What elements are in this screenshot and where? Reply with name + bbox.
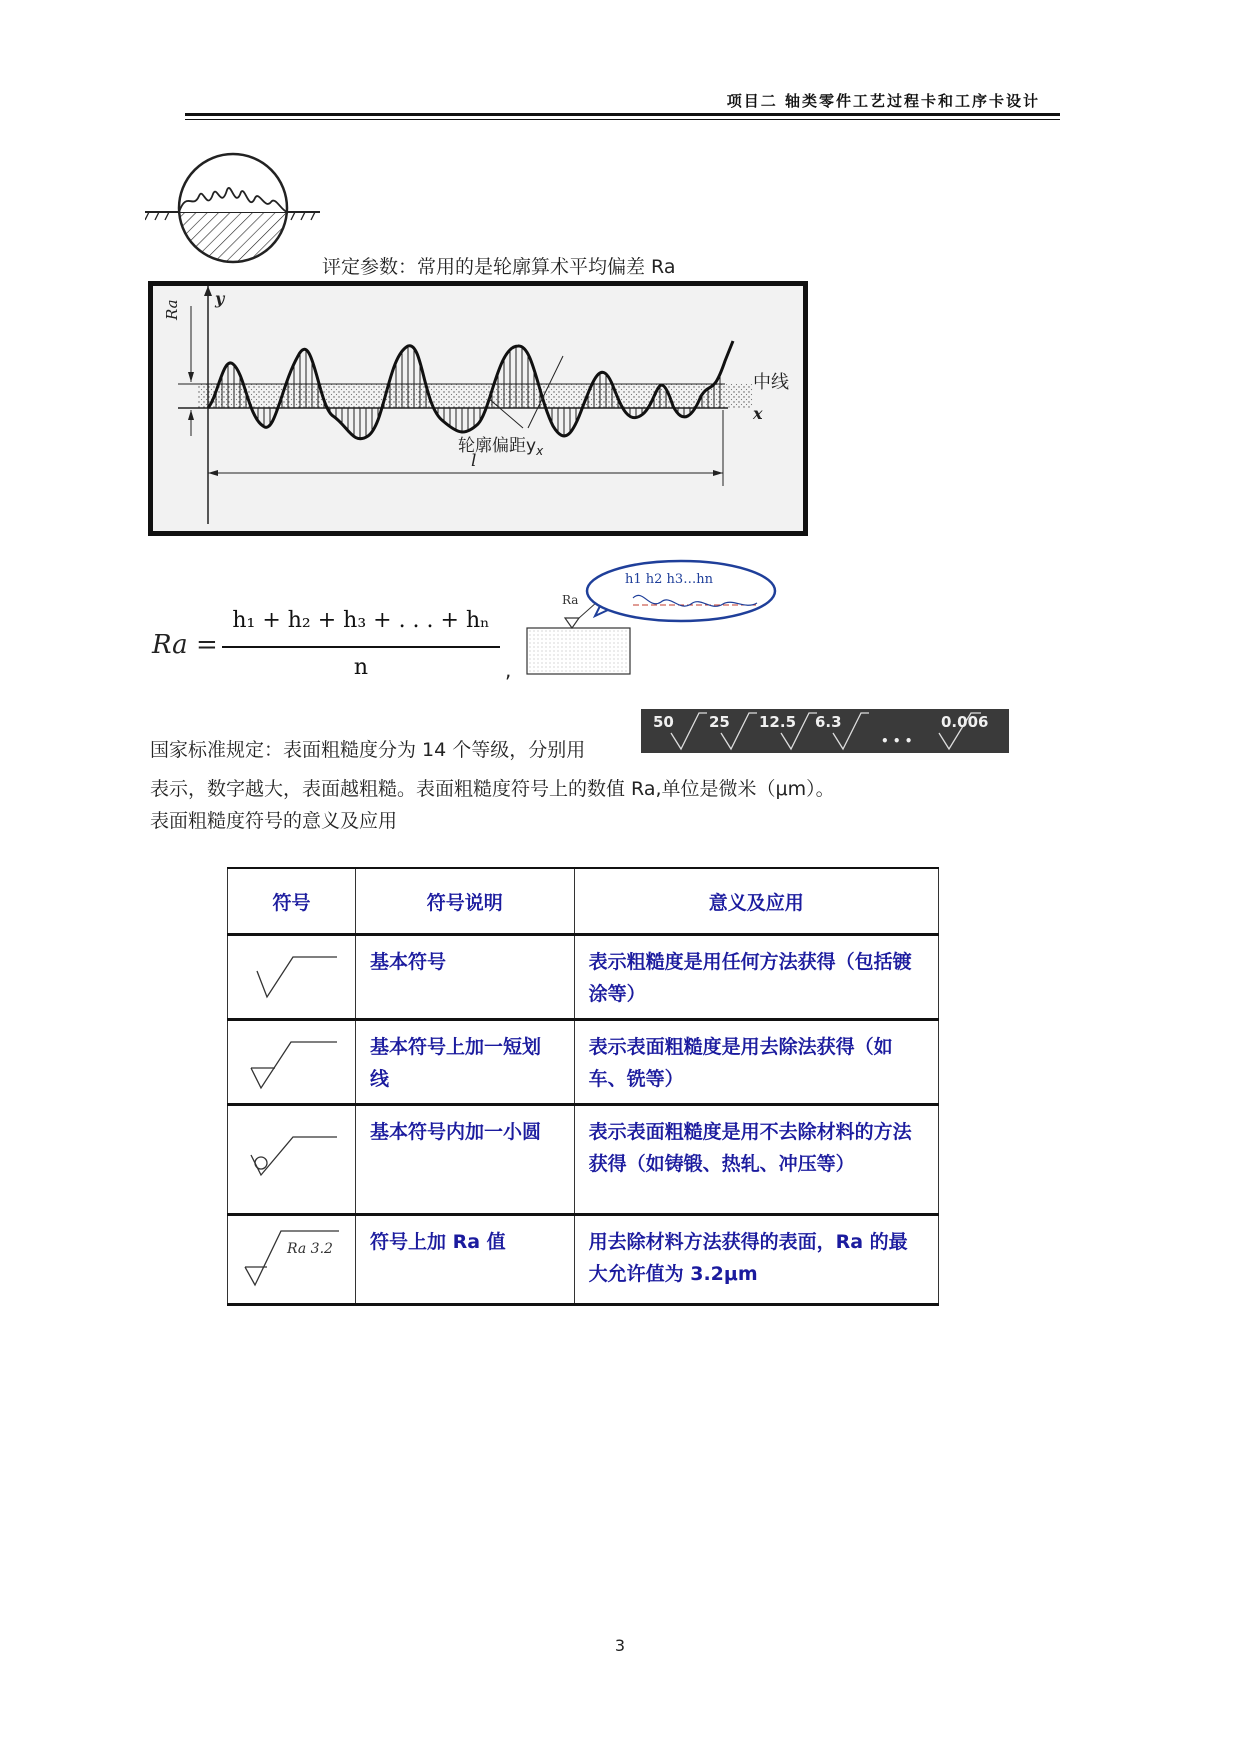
description-cell: 基本符号内加一小圆 bbox=[355, 1105, 574, 1215]
ra-symbol-text: Ra 3.2 bbox=[287, 1241, 333, 1257]
ra-axis-label: Ra bbox=[163, 299, 181, 320]
standard-line-3: 表面粗糙度符号的意义及应用 bbox=[150, 810, 398, 832]
callout-ra-label: Ra bbox=[562, 593, 579, 607]
grade-ellipsis: • • • bbox=[881, 734, 913, 748]
ra-value-symbol-icon bbox=[229, 1217, 349, 1297]
deviation-label: 轮廓偏距$y_x$ bbox=[458, 436, 544, 458]
page-header-title: 项目二 轴类零件工艺过程卡和工序卡设计 bbox=[726, 92, 1040, 110]
grade-6-3: 6.3 bbox=[815, 713, 842, 731]
profile-chart bbox=[153, 286, 803, 531]
table-row bbox=[228, 1020, 939, 1105]
col-header-meaning: 意义及应用 bbox=[574, 868, 938, 935]
grade-25: 25 bbox=[709, 713, 730, 731]
header-rule-thick bbox=[185, 113, 1060, 116]
formula-denominator: n bbox=[353, 655, 369, 680]
callout-h-labels: h1 h2 h3…hn bbox=[625, 572, 713, 587]
formula-numerator: h₁ + h₂ + h₃ + . . . + hₙ bbox=[232, 608, 490, 633]
length-label: l bbox=[471, 451, 477, 471]
formula-fraction-bar bbox=[222, 646, 500, 648]
ra-callout-figure bbox=[525, 558, 785, 678]
meaning-cell: 表示表面粗糙度是用不去除材料的方法获得（如铸锻、热轧、冲压等） bbox=[574, 1105, 938, 1215]
meaning-cell: 用去除材料方法获得的表面，Ra 的最大允许值为 3.2μm bbox=[574, 1215, 938, 1305]
symbol-cell bbox=[228, 1020, 356, 1105]
callout-bubble bbox=[587, 561, 775, 621]
roughness-grade-strip bbox=[641, 709, 1009, 753]
basic-symbol-icon bbox=[229, 937, 349, 1007]
symbol-cell bbox=[228, 1105, 356, 1215]
roughness-symbol-table bbox=[227, 867, 939, 1306]
eval-param-text: 评定参数：常用的是轮廓算术平均偏差 Ra bbox=[322, 256, 676, 278]
symbol-cell bbox=[228, 1215, 356, 1305]
description-cell: 符号上加 Ra 值 bbox=[355, 1215, 574, 1305]
symbol-cell bbox=[228, 935, 356, 1020]
header-rule-thin bbox=[185, 119, 1060, 120]
part-block bbox=[527, 628, 630, 674]
table-header-row bbox=[228, 868, 939, 935]
formula-comma: , bbox=[505, 658, 512, 682]
profile-chart-frame bbox=[148, 281, 808, 536]
table-row bbox=[228, 1215, 939, 1305]
meaning-cell: 表示粗糙度是用任何方法获得（包括镀涂等） bbox=[574, 935, 938, 1020]
grade-12-5: 12.5 bbox=[759, 713, 797, 731]
y-axis-label: y bbox=[215, 289, 225, 308]
meaning-cell: 表示表面粗糙度是用去除法获得（如车、铣等） bbox=[574, 1020, 938, 1105]
page-number: 3 bbox=[614, 1636, 626, 1655]
standard-line-2: 表示，数字越大，表面越粗糙。表面粗糙度符号上的数值 Ra,单位是微米（μm）。 bbox=[150, 778, 835, 800]
col-header-symbol: 符号 bbox=[228, 868, 356, 935]
table-row bbox=[228, 1105, 939, 1215]
grade-0-006: 0.006 bbox=[941, 713, 989, 731]
midline-label: 中线 bbox=[753, 372, 789, 393]
removal-symbol-icon bbox=[229, 1022, 349, 1092]
non-removal-symbol-icon bbox=[229, 1107, 349, 1197]
x-axis-label: x bbox=[753, 404, 763, 423]
col-header-description: 符号说明 bbox=[355, 868, 574, 935]
description-cell: 基本符号 bbox=[355, 935, 574, 1020]
standard-line-1: 国家标准规定：表面粗糙度分为 14 个等级，分别用 bbox=[150, 739, 586, 761]
description-cell: 基本符号上加一短划线 bbox=[355, 1020, 574, 1105]
surface-magnifier-figure bbox=[145, 150, 320, 270]
table-row bbox=[228, 935, 939, 1020]
formula-lhs: Ra = bbox=[152, 630, 218, 660]
grade-50: 50 bbox=[653, 713, 674, 731]
